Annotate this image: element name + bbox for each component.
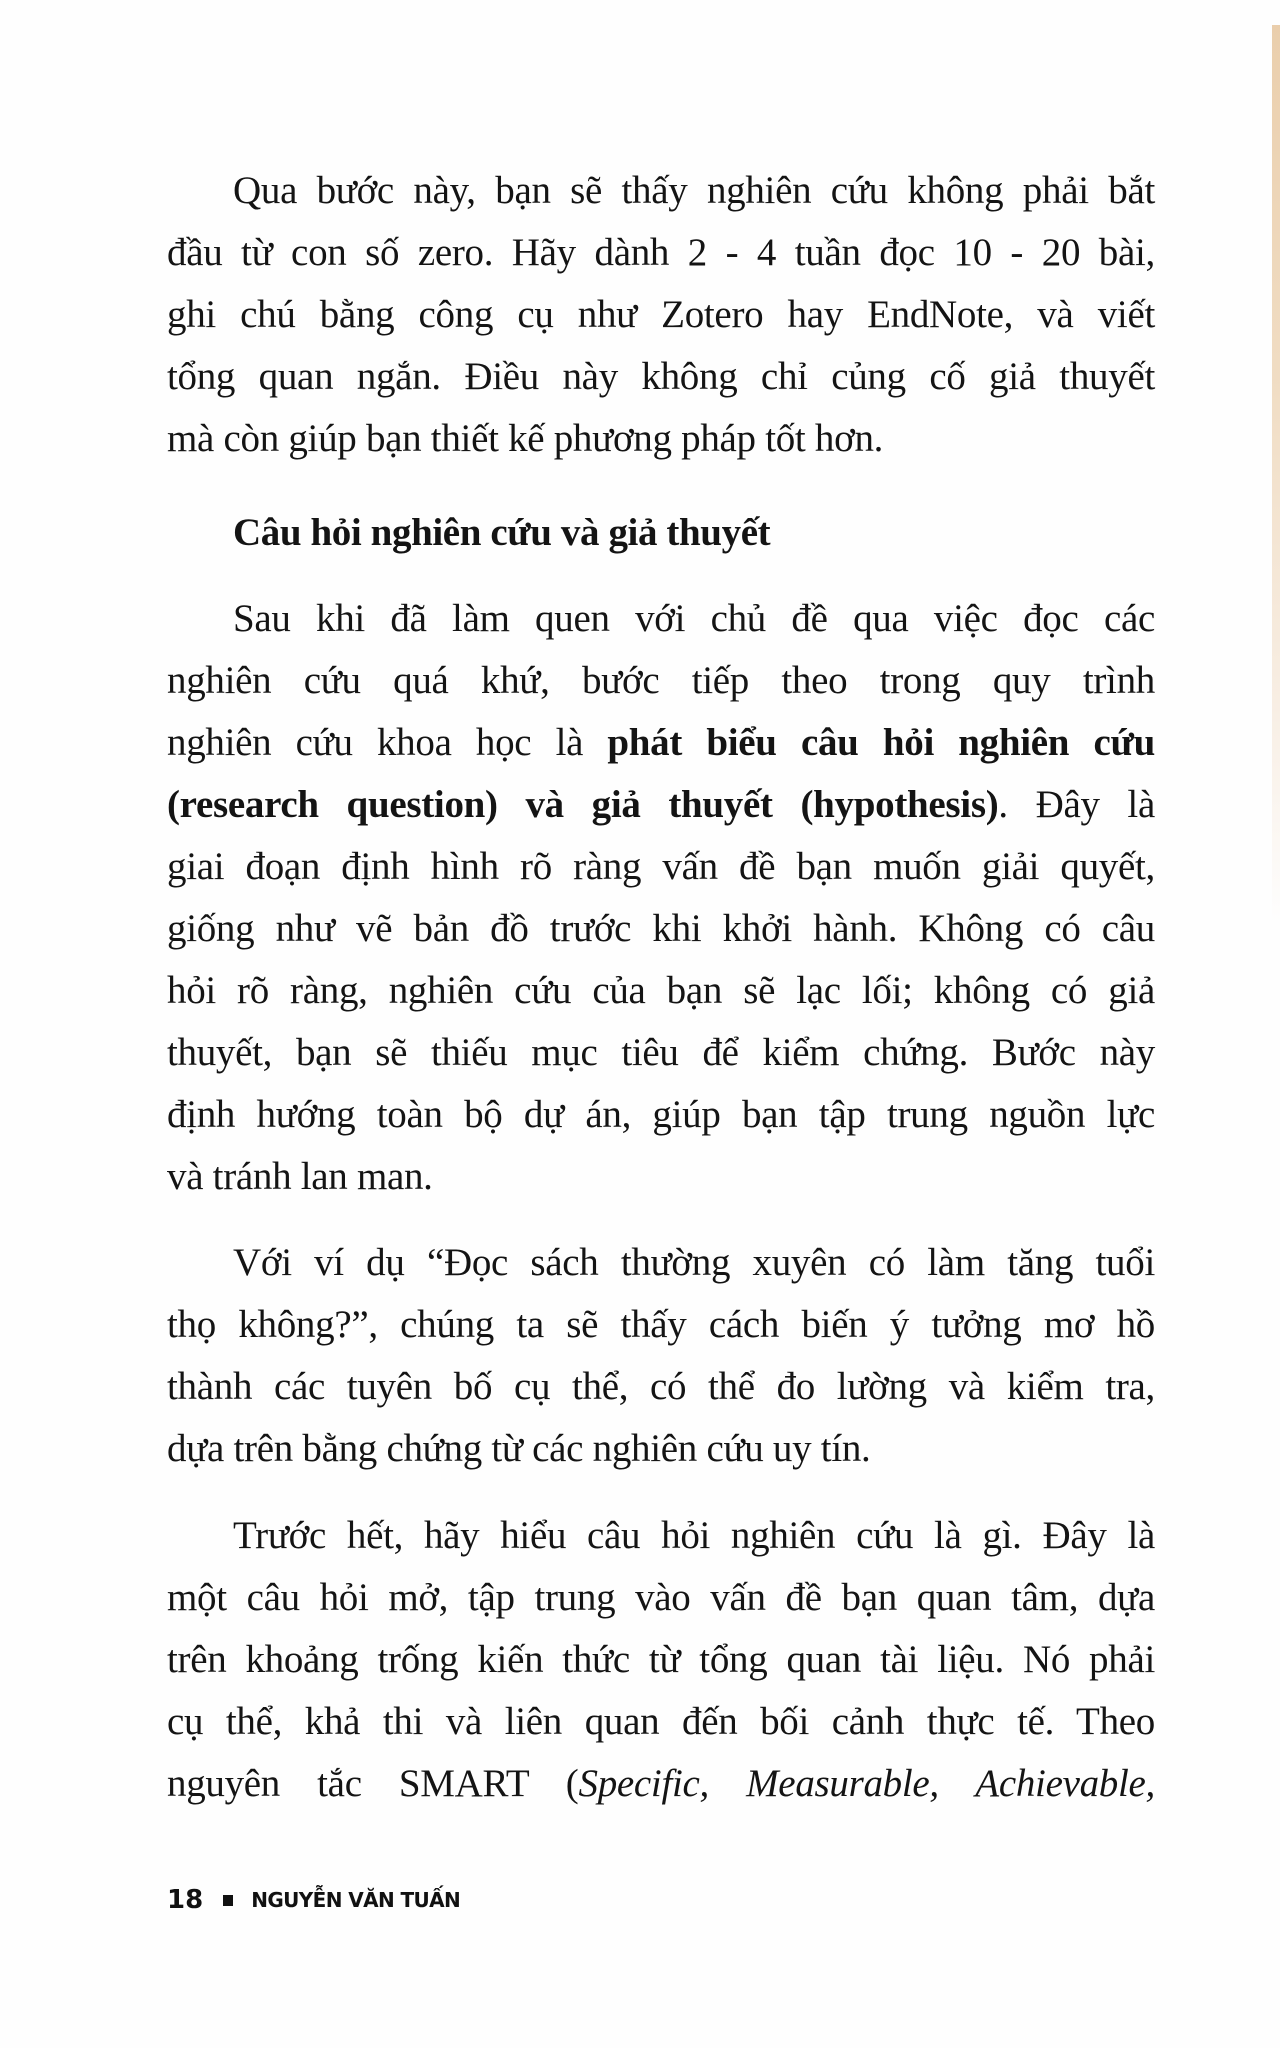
bold-emphasis: (research question) và giả thuyết (hypothesis): [167, 783, 999, 826]
text-line: Trước hết, hãy hiểu câu hỏi nghiên cứu là gì. Đây là: [233, 1514, 1155, 1557]
paragraph-4: [167, 1505, 1155, 1815]
text-line: cụ thể, khả thi và liên quan đến bối cảnh thực tế. Theo: [167, 1700, 1155, 1743]
italic-emphasis: Specific, Measurable, Achievable,: [578, 1762, 1155, 1805]
plain-text: nguyên tắc SMART (: [167, 1762, 579, 1805]
text-line: đầu từ con số zero. Hãy dành 2 - 4 tuần đọc 10 - 20 bài,: [167, 231, 1155, 274]
plain-text: . Đây là: [998, 783, 1155, 826]
text-line: và tránh lan man.: [167, 1155, 433, 1198]
square-bullet-icon: [223, 1895, 233, 1906]
text-line: thuyết, bạn sẽ thiếu mục tiêu để kiểm chứng. Bước này: [167, 1031, 1155, 1074]
text-line: nghiên cứu quá khứ, bước tiếp theo trong quy trình: [167, 659, 1155, 702]
text-line: định hướng toàn bộ dự án, giúp bạn tập trung nguồn lực: [167, 1093, 1155, 1136]
bold-emphasis: phát biểu câu hỏi nghiên cứu: [607, 721, 1155, 764]
page-footer: [167, 1878, 460, 1922]
text-line-with-emphasis: [167, 712, 1155, 774]
text-line: thọ không?”, chúng ta sẽ thấy cách biến ý tưởng mơ hồ: [167, 1303, 1155, 1346]
section-heading: Câu hỏi nghiên cứu và giả thuyết: [233, 511, 771, 554]
text-line: hỏi rõ ràng, nghiên cứu của bạn sẽ lạc lối; không có giả: [167, 969, 1155, 1012]
paragraph-1: [167, 160, 1155, 470]
text-line: ghi chú bằng công cụ như Zotero hay EndNote, và viết: [167, 293, 1155, 336]
text-line: giống như vẽ bản đồ trước khi khởi hành. Không có câu: [167, 907, 1155, 950]
text-line: thành các tuyên bố cụ thể, có thể đo lường và kiểm tra,: [167, 1365, 1155, 1408]
page-number: 18: [167, 1885, 204, 1915]
text-line: một câu hỏi mở, tập trung vào vấn đề bạn quan tâm, dựa: [167, 1576, 1155, 1619]
paragraph-3: [167, 1232, 1155, 1480]
text-line: giai đoạn định hình rõ ràng vấn đề bạn muốn giải quyết,: [167, 845, 1155, 888]
page-edge-shadow: [1272, 25, 1280, 925]
text-line: dựa trên bằng chứng từ các nghiên cứu uy tín.: [167, 1427, 871, 1470]
text-line: tổng quan ngắn. Điều này không chỉ củng cố giả thuyết: [167, 355, 1155, 398]
plain-text: nghiên cứu khoa học là: [167, 721, 608, 764]
paragraph-2: [167, 588, 1155, 1208]
text-line: Qua bước này, bạn sẽ thấy nghiên cứu không phải bắt: [233, 169, 1155, 212]
author-name: NGUYỄN VĂN TUẤN: [251, 1888, 461, 1912]
text-line: mà còn giúp bạn thiết kế phương pháp tốt hơn.: [167, 417, 884, 460]
text-line: trên khoảng trống kiến thức từ tổng quan tài liệu. Nó phải: [167, 1638, 1155, 1681]
text-line: Sau khi đã làm quen với chủ đề qua việc đọc các: [233, 597, 1155, 640]
text-line: Với ví dụ “Đọc sách thường xuyên có làm tăng tuổi: [233, 1241, 1155, 1284]
text-line-with-emphasis: [167, 774, 1155, 836]
text-line-with-emphasis: [167, 1753, 1155, 1815]
